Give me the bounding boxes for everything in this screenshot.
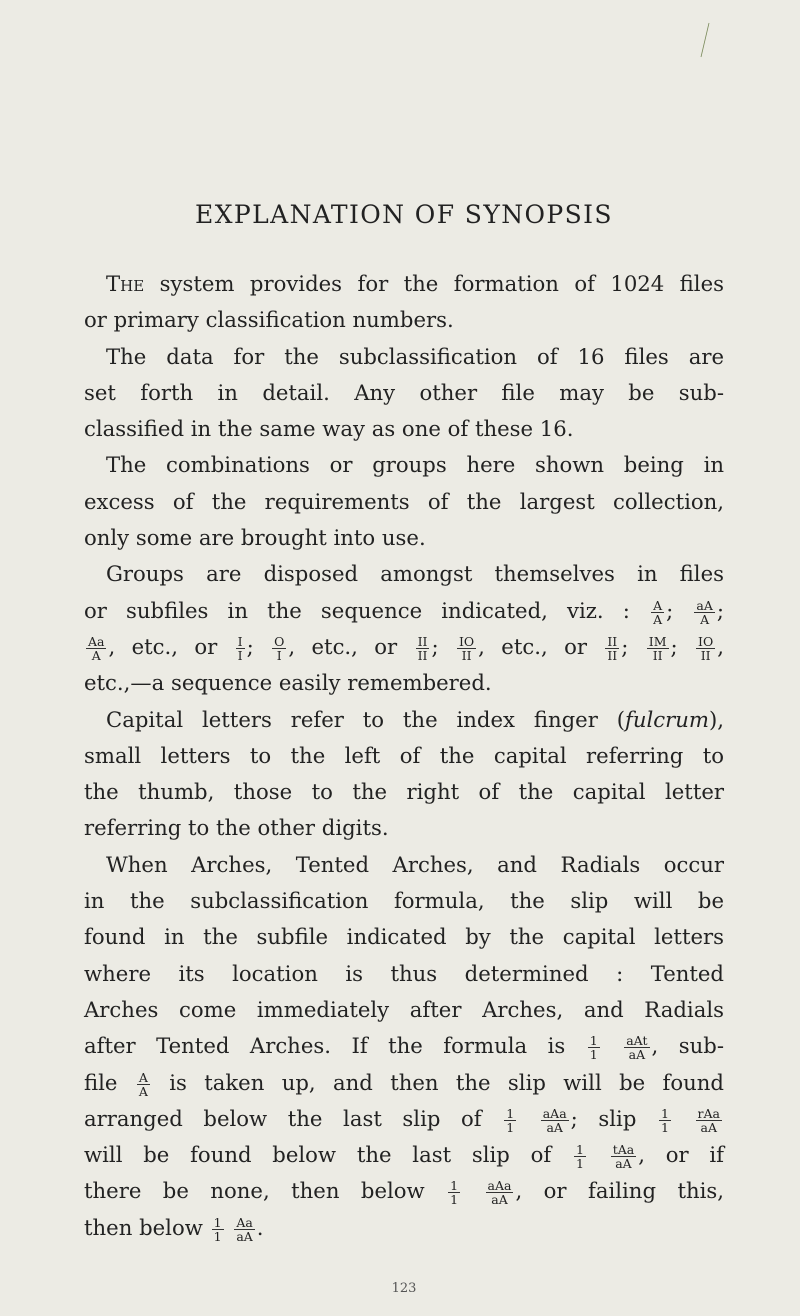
fraction: [659, 1107, 671, 1134]
fraction-denominator: II: [652, 647, 663, 663]
fraction: [651, 599, 664, 626]
fraction-denominator: 1: [506, 1119, 515, 1135]
fraction-numerator: 1: [575, 1142, 584, 1158]
fraction: [236, 635, 245, 662]
fraction-numerator: I: [237, 633, 243, 649]
fraction: [541, 1107, 569, 1134]
text-line: found in the subfile indicated by the capital letters: [84, 924, 724, 950]
fraction-denominator: A: [653, 611, 663, 627]
fraction-denominator: aA: [628, 1047, 646, 1063]
text-line: classified in the same way as one of these 16.: [84, 416, 574, 442]
fraction-numerator: 1: [213, 1214, 222, 1230]
text-line: $\frac{Aa}{A}$ , etc., or $\frac{I}{I}$ ; $\frac{O}{I}$ , etc., or $\frac{II}{II}$ ; $\frac{IO}{II}$ , etc., or $\frac{II}{II}$ ; $\frac{IM}{II}$ ; $\frac{IO}{II}$ ,: [88, 633, 724, 663]
fraction-denominator: 1: [660, 1119, 669, 1135]
fraction-denominator: A: [138, 1083, 148, 1099]
fraction-denominator: aA: [615, 1156, 632, 1172]
text-line: only some are brought into use.: [84, 525, 426, 551]
fraction-numerator: 1: [506, 1105, 515, 1121]
pencil-mark: [700, 22, 710, 58]
fraction-denominator: I: [276, 647, 282, 663]
fraction-denominator: aA: [236, 1228, 253, 1244]
text-line: The data for the subclassification of 16 files are: [106, 343, 724, 369]
fraction-denominator: II: [700, 647, 711, 663]
fraction-denominator: II: [607, 647, 618, 663]
text-line: or subfiles in the sequence indicated, viz. : $\frac{A}{A}$ ; $\frac{aA}{A}$ ;: [84, 597, 725, 627]
fraction-denominator: 1: [213, 1228, 222, 1244]
fraction: [137, 1071, 150, 1098]
fraction: [605, 635, 619, 662]
fraction: [416, 635, 430, 662]
fraction-numerator: 1: [660, 1105, 669, 1121]
fraction-denominator: A: [91, 647, 101, 663]
text-line: small letters to the left of the capital referring to: [84, 742, 724, 768]
fraction-numerator: O: [274, 633, 285, 649]
text-line: etc.,—a sequence easily remembered.: [84, 670, 492, 696]
fraction-numerator: 1: [450, 1178, 459, 1194]
fraction-numerator: II: [607, 633, 618, 649]
fraction-denominator: 1: [450, 1192, 459, 1208]
fraction-numerator: aA: [696, 597, 713, 613]
fraction: [696, 635, 715, 662]
fraction-denominator: aA: [546, 1119, 563, 1135]
fraction: [504, 1107, 516, 1134]
fraction: [694, 599, 714, 626]
text-line: the thumb, those to the right of the capital letter: [84, 779, 724, 805]
fraction-denominator: A: [700, 611, 710, 627]
text-line: will be found below the last slip of $\frac{1}{1}$ $\frac{\text{tAa}}{aA}$ , or if: [84, 1142, 724, 1172]
page-heading: EXPLANATION OF SYNOPSIS: [195, 200, 613, 229]
fraction-numerator: II: [417, 633, 428, 649]
text-line: then below $\frac{1}{1}$ $\frac{Aa}{aA}$ .: [84, 1214, 264, 1244]
fraction: [86, 635, 106, 662]
fraction-denominator: II: [417, 647, 428, 663]
text-line: referring to the other digits.: [84, 815, 389, 841]
fraction-denominator: I: [237, 647, 243, 663]
text-line: after Tented Arches. If the formula is $\frac{1}{1}$ $\frac{\text{aAt}}{aA}$ , sub-: [84, 1033, 724, 1063]
fraction-numerator: aAa: [487, 1178, 512, 1194]
fraction-numerator: aAt: [626, 1033, 648, 1049]
fraction-numerator: IO: [698, 633, 714, 649]
fraction: [624, 1034, 649, 1061]
text-line: there be none, then below $\frac{1}{1}$ $\frac{\text{aAa}}{aA}$ , or failing this,: [84, 1178, 724, 1208]
page-number: 123: [391, 1281, 417, 1296]
fraction: [588, 1034, 600, 1061]
fraction-numerator: rAa: [697, 1105, 720, 1121]
fraction: [457, 635, 476, 662]
fraction: [574, 1143, 586, 1170]
text-line: The system provides for the formation of 1024 files: [106, 271, 724, 296]
text-line: file $\frac{A}{A}$ is taken up, and then the slip will be found: [84, 1069, 724, 1099]
text-line: Arches come immediately after Arches, and Radials: [84, 996, 724, 1022]
text-line: in the subclassification formula, the slip will be: [84, 888, 724, 914]
fraction-denominator: II: [461, 647, 472, 663]
fraction-denominator: aA: [700, 1119, 717, 1135]
fraction-numerator: 1: [589, 1033, 598, 1049]
fraction: [212, 1216, 224, 1243]
text-line: The combinations or groups here shown being in: [106, 452, 724, 478]
fraction-numerator: Aa: [88, 633, 105, 649]
text-line: Capital letters refer to the index finger (fulcrum),: [106, 706, 724, 732]
fraction-denominator: 1: [589, 1047, 598, 1063]
fraction: [272, 635, 286, 662]
text-line: arranged below the last slip of $\frac{1}{1}$ $\frac{\text{aAa}}{aA}$ ; slip $\frac{1}{1}$ $\frac{\text{rAa}}{aA}$: [84, 1105, 720, 1135]
fraction: [696, 1107, 722, 1134]
fraction-numerator: A: [138, 1069, 148, 1085]
fraction-numerator: IM: [648, 633, 667, 649]
fraction: [611, 1143, 637, 1170]
fraction: [448, 1179, 460, 1206]
fraction: [647, 635, 669, 662]
text-line: When Arches, Tented Arches, and Radials occur: [106, 851, 724, 877]
fraction-denominator: 1: [575, 1156, 584, 1172]
text-line: Groups are disposed amongst themselves in files: [106, 561, 724, 587]
body-text: [84, 266, 724, 1246]
text-line: or primary classification numbers.: [84, 307, 454, 333]
fraction-numerator: aAa: [542, 1105, 567, 1121]
fraction-numerator: A: [653, 597, 663, 613]
fraction-denominator: aA: [491, 1192, 508, 1208]
fraction: [486, 1179, 514, 1206]
fraction-numerator: Aa: [236, 1214, 253, 1230]
text-line: set forth in detail. Any other file may be sub-: [84, 379, 724, 405]
text-line: where its location is thus determined : Tented: [84, 960, 724, 986]
fraction-numerator: IO: [458, 633, 475, 649]
text-line: excess of the requirements of the largest collection,: [84, 488, 724, 514]
fraction-numerator: tAa: [612, 1142, 635, 1158]
fraction: [234, 1216, 254, 1243]
